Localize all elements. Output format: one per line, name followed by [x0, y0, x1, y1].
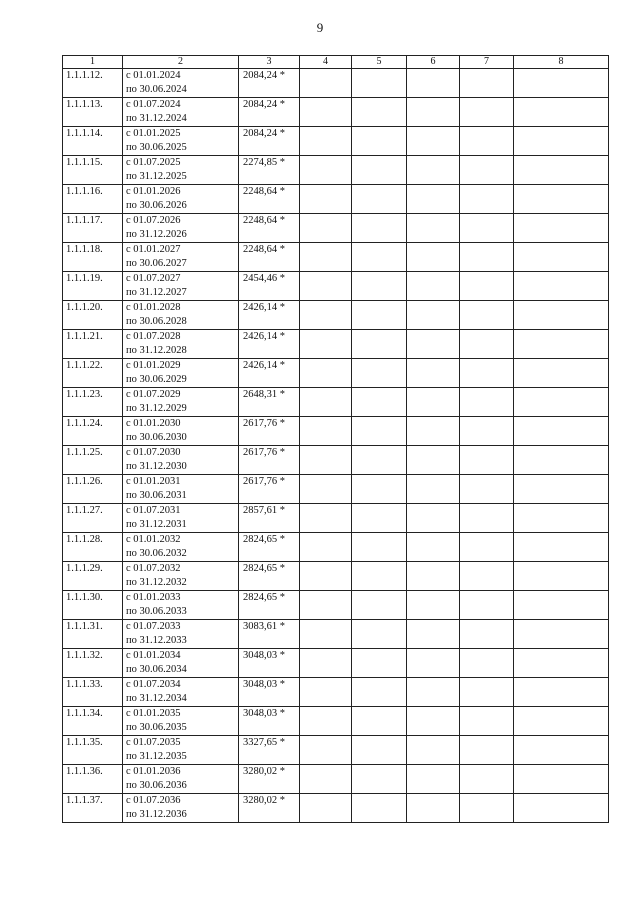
empty-cell	[352, 591, 407, 620]
period-to: по 31.12.2036	[126, 809, 187, 820]
period-to: по 30.06.2030	[126, 432, 187, 443]
tariff-value: 2274,85 *	[239, 156, 300, 185]
empty-cell	[514, 359, 609, 388]
empty-cell	[514, 649, 609, 678]
empty-cell	[407, 417, 460, 446]
table-row	[63, 98, 609, 127]
empty-cell	[407, 504, 460, 533]
period-to: по 30.06.2032	[126, 548, 187, 559]
empty-cell	[407, 620, 460, 649]
period-cell	[123, 330, 239, 359]
period-cell	[123, 736, 239, 765]
column-header: 4	[300, 56, 352, 69]
empty-cell	[300, 417, 352, 446]
row-number: 1.1.1.24.	[63, 417, 123, 446]
empty-cell	[460, 533, 514, 562]
empty-cell	[407, 156, 460, 185]
period-from: с 01.07.2024	[126, 99, 181, 110]
period-to: по 31.12.2030	[126, 461, 187, 472]
empty-cell	[352, 504, 407, 533]
period-from: с 01.01.2025	[126, 128, 181, 139]
empty-cell	[300, 649, 352, 678]
tariff-value: 2617,76 *	[239, 417, 300, 446]
period-to: по 31.12.2027	[126, 287, 187, 298]
empty-cell	[352, 301, 407, 330]
row-number: 1.1.1.12.	[63, 69, 123, 98]
empty-cell	[407, 446, 460, 475]
row-number: 1.1.1.14.	[63, 127, 123, 156]
period-to: по 30.06.2024	[126, 84, 187, 95]
period-cell	[123, 562, 239, 591]
empty-cell	[514, 417, 609, 446]
empty-cell	[352, 446, 407, 475]
tariff-value: 2426,14 *	[239, 359, 300, 388]
row-number: 1.1.1.19.	[63, 272, 123, 301]
period-to: по 30.06.2028	[126, 316, 187, 327]
empty-cell	[460, 214, 514, 243]
empty-cell	[514, 214, 609, 243]
row-number: 1.1.1.26.	[63, 475, 123, 504]
empty-cell	[300, 127, 352, 156]
period-to: по 31.12.2033	[126, 635, 187, 646]
period-cell	[123, 359, 239, 388]
tariff-value: 2824,65 *	[239, 562, 300, 591]
period-from: с 01.01.2036	[126, 766, 181, 777]
empty-cell	[300, 69, 352, 98]
row-number: 1.1.1.34.	[63, 707, 123, 736]
period-cell	[123, 156, 239, 185]
empty-cell	[300, 359, 352, 388]
period-to: по 30.06.2025	[126, 142, 187, 153]
empty-cell	[352, 243, 407, 272]
period-from: с 01.07.2036	[126, 795, 181, 806]
period-cell	[123, 765, 239, 794]
empty-cell	[300, 504, 352, 533]
empty-cell	[352, 98, 407, 127]
empty-cell	[460, 272, 514, 301]
period-from: с 01.01.2024	[126, 70, 181, 81]
empty-cell	[300, 678, 352, 707]
period-to: по 30.06.2031	[126, 490, 187, 501]
column-header: 5	[352, 56, 407, 69]
empty-cell	[352, 214, 407, 243]
period-cell	[123, 214, 239, 243]
period-cell	[123, 98, 239, 127]
empty-cell	[514, 707, 609, 736]
empty-cell	[352, 156, 407, 185]
row-number: 1.1.1.13.	[63, 98, 123, 127]
period-cell	[123, 388, 239, 417]
period-cell	[123, 301, 239, 330]
table-body	[63, 69, 609, 823]
empty-cell	[460, 156, 514, 185]
empty-cell	[407, 649, 460, 678]
empty-cell	[352, 678, 407, 707]
period-cell	[123, 678, 239, 707]
tariff-value: 2426,14 *	[239, 330, 300, 359]
empty-cell	[460, 446, 514, 475]
empty-cell	[460, 765, 514, 794]
empty-cell	[352, 185, 407, 214]
period-from: с 01.01.2032	[126, 534, 181, 545]
table-row	[63, 475, 609, 504]
table-row	[63, 127, 609, 156]
table-row	[63, 446, 609, 475]
empty-cell	[514, 533, 609, 562]
empty-cell	[407, 388, 460, 417]
tariff-value: 2648,31 *	[239, 388, 300, 417]
empty-cell	[300, 533, 352, 562]
empty-cell	[352, 562, 407, 591]
row-number: 1.1.1.32.	[63, 649, 123, 678]
period-from: с 01.01.2035	[126, 708, 181, 719]
empty-cell	[407, 330, 460, 359]
table-row	[63, 417, 609, 446]
period-from: с 01.01.2028	[126, 302, 181, 313]
table-row	[63, 533, 609, 562]
tariff-value: 2824,65 *	[239, 533, 300, 562]
empty-cell	[300, 301, 352, 330]
empty-cell	[460, 591, 514, 620]
table-row	[63, 330, 609, 359]
empty-cell	[407, 272, 460, 301]
empty-cell	[407, 591, 460, 620]
empty-cell	[352, 330, 407, 359]
empty-cell	[460, 388, 514, 417]
empty-cell	[300, 765, 352, 794]
empty-cell	[514, 69, 609, 98]
empty-cell	[352, 127, 407, 156]
table-row	[63, 272, 609, 301]
tariff-value: 2248,64 *	[239, 243, 300, 272]
period-to: по 31.12.2029	[126, 403, 187, 414]
row-number: 1.1.1.35.	[63, 736, 123, 765]
period-cell	[123, 620, 239, 649]
empty-cell	[514, 446, 609, 475]
empty-cell	[514, 591, 609, 620]
empty-cell	[407, 707, 460, 736]
table-row	[63, 504, 609, 533]
period-to: по 31.12.2032	[126, 577, 187, 588]
empty-cell	[460, 301, 514, 330]
tariff-value: 2084,24 *	[239, 98, 300, 127]
period-to: по 30.06.2027	[126, 258, 187, 269]
empty-cell	[460, 243, 514, 272]
empty-cell	[514, 678, 609, 707]
empty-cell	[300, 156, 352, 185]
row-number: 1.1.1.33.	[63, 678, 123, 707]
empty-cell	[460, 359, 514, 388]
period-cell	[123, 272, 239, 301]
period-to: по 30.06.2026	[126, 200, 187, 211]
empty-cell	[514, 156, 609, 185]
period-to: по 31.12.2024	[126, 113, 187, 124]
empty-cell	[460, 185, 514, 214]
table-row	[63, 794, 609, 823]
empty-cell	[514, 736, 609, 765]
empty-cell	[407, 98, 460, 127]
row-number: 1.1.1.37.	[63, 794, 123, 823]
period-cell	[123, 185, 239, 214]
table-row	[63, 562, 609, 591]
period-from: с 01.01.2034	[126, 650, 181, 661]
table-row	[63, 185, 609, 214]
empty-cell	[300, 620, 352, 649]
period-from: с 01.01.2026	[126, 186, 181, 197]
row-number: 1.1.1.25.	[63, 446, 123, 475]
row-number: 1.1.1.27.	[63, 504, 123, 533]
period-cell	[123, 127, 239, 156]
period-to: по 30.06.2034	[126, 664, 187, 675]
table-row	[63, 678, 609, 707]
column-header: 8	[514, 56, 609, 69]
period-from: с 01.07.2034	[126, 679, 181, 690]
empty-cell	[407, 678, 460, 707]
empty-cell	[460, 620, 514, 649]
empty-cell	[300, 446, 352, 475]
period-cell	[123, 69, 239, 98]
empty-cell	[407, 69, 460, 98]
empty-cell	[514, 620, 609, 649]
row-number: 1.1.1.16.	[63, 185, 123, 214]
empty-cell	[300, 214, 352, 243]
tariff-value: 3048,03 *	[239, 649, 300, 678]
tariff-value: 2084,24 *	[239, 127, 300, 156]
empty-cell	[460, 678, 514, 707]
table-row	[63, 388, 609, 417]
empty-cell	[352, 388, 407, 417]
table-row	[63, 359, 609, 388]
tariff-value: 2617,76 *	[239, 475, 300, 504]
empty-cell	[352, 475, 407, 504]
period-cell	[123, 649, 239, 678]
row-number: 1.1.1.21.	[63, 330, 123, 359]
empty-cell	[407, 562, 460, 591]
empty-cell	[460, 127, 514, 156]
table-row	[63, 736, 609, 765]
empty-cell	[352, 794, 407, 823]
empty-cell	[514, 475, 609, 504]
empty-cell	[460, 69, 514, 98]
empty-cell	[352, 736, 407, 765]
empty-cell	[300, 388, 352, 417]
empty-cell	[300, 272, 352, 301]
empty-cell	[460, 475, 514, 504]
period-to: по 30.06.2035	[126, 722, 187, 733]
empty-cell	[460, 707, 514, 736]
tariff-value: 2454,46 *	[239, 272, 300, 301]
tariff-value: 2857,61 *	[239, 504, 300, 533]
period-to: по 30.06.2033	[126, 606, 187, 617]
table-row	[63, 620, 609, 649]
row-number: 1.1.1.18.	[63, 243, 123, 272]
period-cell	[123, 475, 239, 504]
empty-cell	[300, 185, 352, 214]
tariff-value: 3048,03 *	[239, 707, 300, 736]
empty-cell	[514, 243, 609, 272]
empty-cell	[460, 562, 514, 591]
period-from: с 01.07.2032	[126, 563, 181, 574]
table-row	[63, 156, 609, 185]
empty-cell	[407, 359, 460, 388]
row-number: 1.1.1.30.	[63, 591, 123, 620]
period-cell	[123, 533, 239, 562]
row-number: 1.1.1.28.	[63, 533, 123, 562]
empty-cell	[514, 127, 609, 156]
empty-cell	[407, 533, 460, 562]
empty-cell	[460, 330, 514, 359]
period-from: с 01.07.2025	[126, 157, 181, 168]
tariff-value: 3327,65 *	[239, 736, 300, 765]
row-number: 1.1.1.29.	[63, 562, 123, 591]
empty-cell	[407, 475, 460, 504]
period-from: с 01.07.2031	[126, 505, 181, 516]
empty-cell	[300, 562, 352, 591]
empty-cell	[300, 707, 352, 736]
period-to: по 31.12.2031	[126, 519, 187, 530]
empty-cell	[514, 301, 609, 330]
empty-cell	[514, 388, 609, 417]
tariff-value: 3280,02 *	[239, 794, 300, 823]
period-from: с 01.07.2033	[126, 621, 181, 632]
tariff-table	[62, 55, 609, 823]
empty-cell	[460, 417, 514, 446]
period-to: по 31.12.2026	[126, 229, 187, 240]
table-row	[63, 765, 609, 794]
row-number: 1.1.1.36.	[63, 765, 123, 794]
empty-cell	[352, 417, 407, 446]
empty-cell	[514, 504, 609, 533]
tariff-value: 2824,65 *	[239, 591, 300, 620]
empty-cell	[460, 736, 514, 765]
empty-cell	[352, 649, 407, 678]
empty-cell	[352, 620, 407, 649]
tariff-value: 3083,61 *	[239, 620, 300, 649]
empty-cell	[514, 765, 609, 794]
empty-cell	[352, 272, 407, 301]
tariff-value: 2084,24 *	[239, 69, 300, 98]
period-from: с 01.07.2035	[126, 737, 181, 748]
period-from: с 01.07.2028	[126, 331, 181, 342]
table-row	[63, 707, 609, 736]
empty-cell	[352, 533, 407, 562]
period-cell	[123, 446, 239, 475]
empty-cell	[407, 127, 460, 156]
period-from: с 01.01.2029	[126, 360, 181, 371]
period-from: с 01.01.2033	[126, 592, 181, 603]
column-header: 6	[407, 56, 460, 69]
tariff-value: 3048,03 *	[239, 678, 300, 707]
row-number: 1.1.1.31.	[63, 620, 123, 649]
row-number: 1.1.1.23.	[63, 388, 123, 417]
empty-cell	[514, 330, 609, 359]
empty-cell	[300, 243, 352, 272]
empty-cell	[300, 330, 352, 359]
empty-cell	[300, 98, 352, 127]
row-number: 1.1.1.15.	[63, 156, 123, 185]
table-row	[63, 301, 609, 330]
tariff-value: 2248,64 *	[239, 214, 300, 243]
period-cell	[123, 794, 239, 823]
period-cell	[123, 504, 239, 533]
column-header: 3	[239, 56, 300, 69]
period-cell	[123, 243, 239, 272]
table-row	[63, 214, 609, 243]
empty-cell	[300, 475, 352, 504]
period-to: по 31.12.2025	[126, 171, 187, 182]
column-header: 1	[63, 56, 123, 69]
period-cell	[123, 591, 239, 620]
empty-cell	[514, 272, 609, 301]
period-from: с 01.01.2030	[126, 418, 181, 429]
empty-cell	[460, 649, 514, 678]
period-to: по 30.06.2036	[126, 780, 187, 791]
period-to: по 30.06.2029	[126, 374, 187, 385]
period-from: с 01.07.2026	[126, 215, 181, 226]
period-to: по 31.12.2034	[126, 693, 187, 704]
empty-cell	[407, 214, 460, 243]
empty-cell	[460, 98, 514, 127]
table-row	[63, 649, 609, 678]
empty-cell	[352, 359, 407, 388]
empty-cell	[407, 765, 460, 794]
empty-cell	[514, 794, 609, 823]
empty-cell	[514, 185, 609, 214]
row-number: 1.1.1.22.	[63, 359, 123, 388]
tariff-value: 2248,64 *	[239, 185, 300, 214]
column-header: 7	[460, 56, 514, 69]
row-number: 1.1.1.17.	[63, 214, 123, 243]
period-from: с 01.07.2030	[126, 447, 181, 458]
table-row	[63, 591, 609, 620]
table-header-row	[63, 56, 609, 69]
tariff-value: 2617,76 *	[239, 446, 300, 475]
empty-cell	[300, 736, 352, 765]
empty-cell	[352, 765, 407, 794]
empty-cell	[460, 504, 514, 533]
page-number: 9	[316, 20, 324, 35]
period-to: по 31.12.2035	[126, 751, 187, 762]
table-row	[63, 69, 609, 98]
period-to: по 31.12.2028	[126, 345, 187, 356]
empty-cell	[300, 591, 352, 620]
period-from: с 01.07.2029	[126, 389, 181, 400]
empty-cell	[352, 69, 407, 98]
empty-cell	[407, 736, 460, 765]
column-header: 2	[123, 56, 239, 69]
period-from: с 01.07.2027	[126, 273, 181, 284]
period-from: с 01.01.2027	[126, 244, 181, 255]
row-number: 1.1.1.20.	[63, 301, 123, 330]
tariff-value: 2426,14 *	[239, 301, 300, 330]
empty-cell	[514, 98, 609, 127]
empty-cell	[352, 707, 407, 736]
period-cell	[123, 417, 239, 446]
table-row	[63, 243, 609, 272]
empty-cell	[407, 243, 460, 272]
empty-cell	[407, 794, 460, 823]
tariff-value: 3280,02 *	[239, 765, 300, 794]
empty-cell	[300, 794, 352, 823]
period-from: с 01.01.2031	[126, 476, 181, 487]
period-cell	[123, 707, 239, 736]
empty-cell	[407, 185, 460, 214]
empty-cell	[514, 562, 609, 591]
empty-cell	[460, 794, 514, 823]
empty-cell	[407, 301, 460, 330]
